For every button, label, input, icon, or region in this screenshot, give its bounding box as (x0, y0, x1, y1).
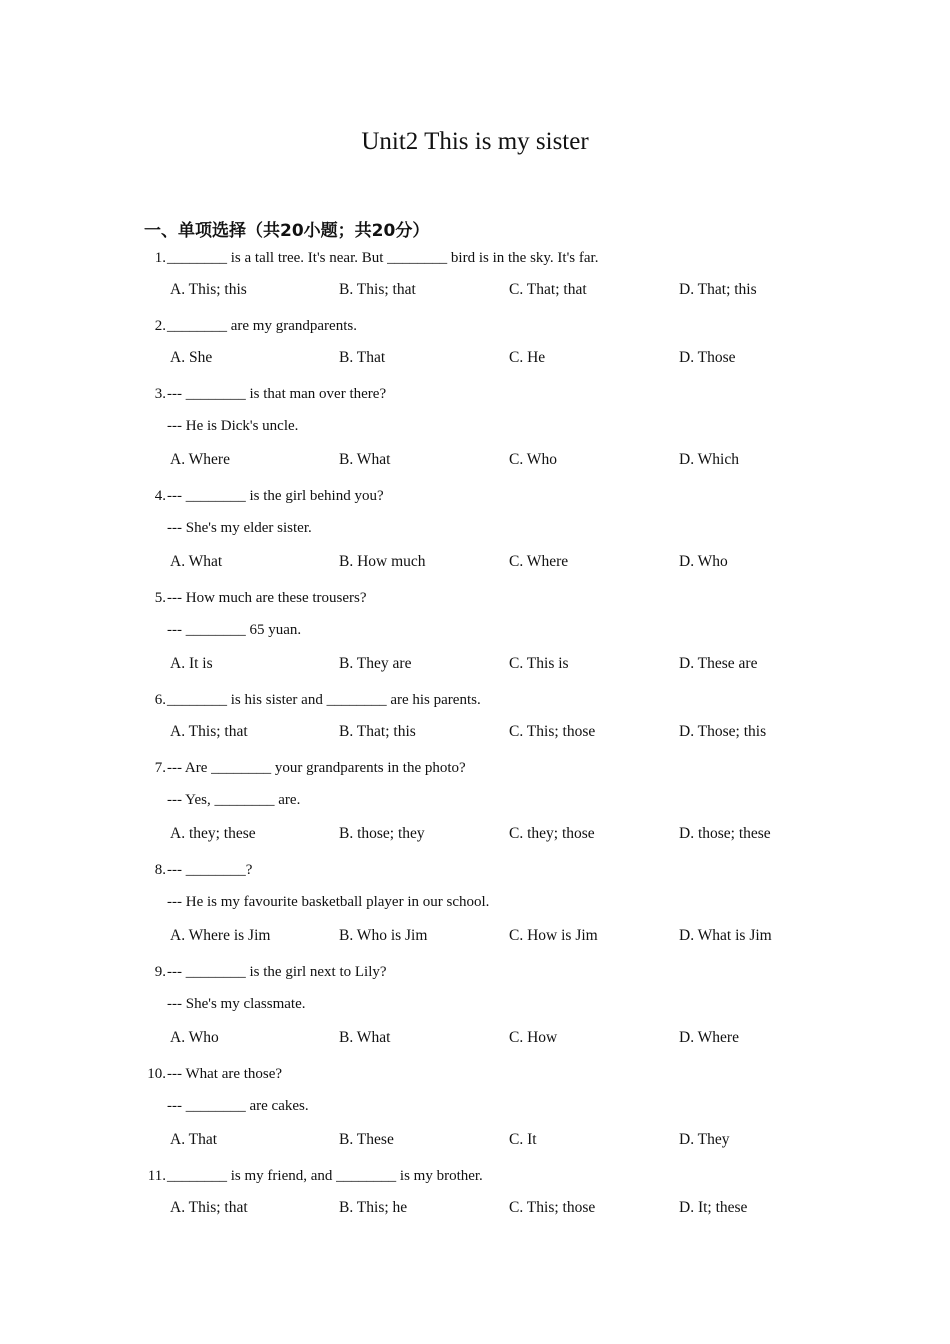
option-d[interactable]: D. Those; this (679, 723, 767, 740)
answer-options (0, 1128, 950, 1164)
question-text: ________ are my grandparents. (167, 318, 357, 334)
question-number: 5. (154, 590, 166, 606)
option-b[interactable]: B. This; he (339, 1199, 408, 1216)
question-reply-line (0, 890, 950, 924)
question-text: --- ________ is that man over there? (167, 386, 387, 402)
answer-options (0, 720, 950, 756)
question-number: 3. (154, 386, 166, 402)
answer-options (0, 924, 950, 960)
option-b[interactable]: B. They are (339, 655, 412, 672)
question-stem (0, 382, 950, 414)
answer-options (0, 448, 950, 484)
option-a[interactable]: A. She (170, 349, 213, 366)
question-item (0, 382, 950, 484)
option-b[interactable]: B. What (339, 451, 391, 468)
option-a[interactable]: A. Who (170, 1029, 219, 1046)
question-number: 4. (154, 488, 166, 504)
option-d[interactable]: D. What is Jim (679, 927, 772, 944)
question-number: 1. (154, 250, 166, 266)
question-item (0, 960, 950, 1062)
option-c[interactable]: C. This; those (509, 723, 596, 740)
option-d[interactable]: D. those; these (679, 825, 771, 842)
option-d[interactable]: D. Where (679, 1029, 739, 1046)
option-c[interactable]: C. Who (509, 451, 557, 468)
option-c[interactable]: C. they; those (509, 825, 595, 842)
option-d[interactable]: D. They (679, 1131, 730, 1148)
answer-options (0, 652, 950, 688)
option-d[interactable]: D. These are (679, 655, 758, 672)
option-a[interactable]: A. Where (170, 451, 230, 468)
answer-options (0, 822, 950, 858)
option-c[interactable]: C. How (509, 1029, 558, 1046)
question-stem (0, 484, 950, 516)
option-c[interactable]: C. He (509, 349, 546, 366)
option-c[interactable]: C. This; those (509, 1199, 596, 1216)
question-number: 10. (147, 1066, 166, 1082)
option-b[interactable]: B. Who is Jim (339, 927, 428, 944)
question-stem (0, 246, 950, 278)
option-c[interactable]: C. Where (509, 553, 569, 570)
question-item (0, 586, 950, 688)
option-c[interactable]: C. It (509, 1131, 537, 1148)
question-number: 7. (154, 760, 166, 776)
question-number: 11. (147, 1168, 166, 1184)
question-item (0, 246, 950, 314)
question-reply: --- ________ are cakes. (167, 1098, 309, 1114)
question-number: 2. (154, 318, 166, 334)
question-stem (0, 314, 950, 346)
question-item (0, 756, 950, 858)
option-a[interactable]: A. they; these (170, 825, 256, 842)
question-text: ________ is a tall tree. It's near. But ________ bird is in the sky. It's far. (167, 250, 599, 266)
question-item (0, 1164, 950, 1232)
question-reply-line (0, 414, 950, 448)
option-d[interactable]: D. Those (679, 349, 736, 366)
option-b[interactable]: B. These (339, 1131, 394, 1148)
question-number: 9. (154, 964, 166, 980)
option-a[interactable]: A. Where is Jim (170, 927, 271, 944)
question-reply: --- She's my elder sister. (167, 520, 312, 536)
question-text: --- How much are these trousers? (167, 590, 367, 606)
answer-options (0, 346, 950, 382)
answer-options (0, 1196, 950, 1232)
option-b[interactable]: B. How much (339, 553, 426, 570)
option-b[interactable]: B. What (339, 1029, 391, 1046)
option-c[interactable]: C. How is Jim (509, 927, 598, 944)
option-c[interactable]: C. This is (509, 655, 569, 672)
question-reply-line (0, 992, 950, 1026)
question-reply-line (0, 788, 950, 822)
question-item (0, 314, 950, 382)
option-a[interactable]: A. This; that (170, 723, 248, 740)
question-list (0, 246, 950, 1232)
option-b[interactable]: B. those; they (339, 825, 425, 842)
option-c[interactable]: C. That; that (509, 281, 587, 298)
question-reply: --- He is Dick's uncle. (167, 418, 299, 434)
option-a[interactable]: A. What (170, 553, 223, 570)
question-stem (0, 960, 950, 992)
option-a[interactable]: A. This; that (170, 1199, 248, 1216)
question-reply-line (0, 618, 950, 652)
question-stem (0, 1062, 950, 1094)
answer-options (0, 550, 950, 586)
question-stem (0, 1164, 950, 1196)
question-stem (0, 586, 950, 618)
option-d[interactable]: D. Which (679, 451, 739, 468)
question-reply-line (0, 516, 950, 550)
question-item (0, 688, 950, 756)
question-reply: --- She's my classmate. (167, 996, 306, 1012)
question-number: 8. (154, 862, 166, 878)
option-d[interactable]: D. That; this (679, 281, 757, 298)
question-stem (0, 688, 950, 720)
option-b[interactable]: B. This; that (339, 281, 416, 298)
option-d[interactable]: D. It; these (679, 1199, 748, 1216)
question-reply: --- He is my favourite basketball player in our school. (167, 894, 490, 910)
question-text: --- ________? (167, 862, 253, 878)
question-number: 6. (154, 692, 166, 708)
section-heading: 一、单项选择（共20小题；共20分） (144, 221, 430, 241)
answer-options (0, 1026, 950, 1062)
question-text: ________ is his sister and ________ are his parents. (167, 692, 481, 708)
question-text: ________ is my friend, and ________ is my brother. (167, 1168, 483, 1184)
option-a[interactable]: A. That (170, 1131, 218, 1148)
question-text: --- What are those? (167, 1066, 283, 1082)
option-a[interactable]: A. It is (170, 655, 213, 672)
option-b[interactable]: B. That; this (339, 723, 416, 740)
option-d[interactable]: D. Who (679, 553, 728, 570)
page-title: Unit2 This is my sister (361, 128, 589, 155)
question-stem (0, 756, 950, 788)
question-text: --- ________ is the girl next to Lily? (167, 964, 387, 980)
option-b[interactable]: B. That (339, 349, 386, 366)
question-reply: --- ________ 65 yuan. (167, 622, 302, 638)
question-item (0, 484, 950, 586)
question-item (0, 1062, 950, 1164)
question-item (0, 858, 950, 960)
option-a[interactable]: A. This; this (170, 281, 247, 298)
answer-options (0, 278, 950, 314)
question-text: --- Are ________ your grandparents in the photo? (167, 760, 466, 776)
question-text: --- ________ is the girl behind you? (167, 488, 384, 504)
question-reply: --- Yes, ________ are. (167, 792, 301, 808)
question-reply-line (0, 1094, 950, 1128)
question-stem (0, 858, 950, 890)
